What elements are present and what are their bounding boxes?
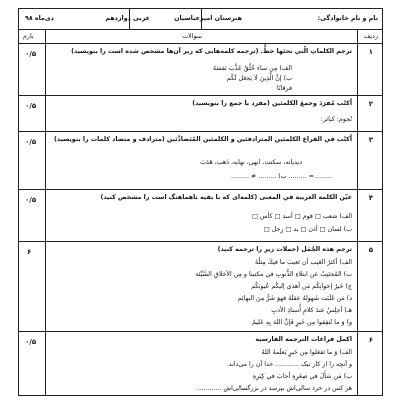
question-row-5 (19, 241, 382, 331)
header-divider (201, 9, 202, 29)
question-line: د) مَن غَلَبَت شَهوتُهُ عقلَهُ فهوَ شَرٌّ مِنَ البهائِم (237, 295, 352, 302)
table-header-row (19, 29, 382, 43)
student-name-label: نام و نام خانوادگی: (317, 15, 378, 22)
question-number: ۲ (368, 100, 373, 108)
question-row-4 (19, 189, 382, 241)
col-questions-label: سوالات (182, 33, 202, 40)
question-line: فرقانًا (276, 85, 292, 92)
checkbox-option-line[interactable]: ب) لسان □ أذن □ يد □ رِجل □ (263, 226, 352, 233)
question-row-3 (19, 131, 382, 189)
question-number: ۶ (368, 336, 373, 344)
col-row-label: ردیف (363, 33, 378, 40)
checkbox-option-line[interactable]: الف) شعب □ قوم □ أسد □ كأس □ (251, 213, 352, 220)
question-number: ۱ (368, 48, 373, 56)
question-title: اكمل فراغات الترجمة الفارسية (255, 336, 352, 343)
question-score: ۰/۵ (25, 102, 37, 110)
question-score: ۰/۵ (25, 50, 37, 58)
question-row-2 (19, 95, 382, 131)
question-line: هر کس در خرد سالی‌اش بپرسد در بزرگسالی‌اش ............ (197, 385, 352, 392)
question-title: ترجم الكلماتِ الّتي تحتَها خطٌّ. (ترجمه کلمه‌هایی که زیر آن‌ها مشخص شده است را بنویسید) (71, 48, 352, 55)
exam-date: دی‌ماه ۹۸ (25, 15, 54, 22)
question-line: و آنچه را از کار نیک ............ خدا آن را می‌داند. (226, 361, 352, 368)
question-line: هـ) أجلِسُ عندَ كلامِ أُستاذِ الأدبِ (271, 307, 352, 314)
question-line: و) وَ ما تُنفِقوا مِن خَيرٍ فَإنَّ اللهَ بِهِ عَليمٌ (251, 319, 352, 326)
question-row-1 (19, 43, 382, 95)
question-score: ۶ (27, 248, 32, 256)
question-title: اُكتُب في الفراغ الكلمتَين المترادفتَين و الكلمتَين المُتَضادَّتَين (مترادف و متضاد کلمات را بنویسید) (53, 136, 352, 143)
question-line: الف) وَ ما تَفعَلوا مِن خَيرٍ يَعلَمهُ اللهُ (261, 349, 352, 356)
question-line: ج) خَيرُ إخوانِكُم مَن أهدى إليكُم عُيوبَكُم (251, 283, 352, 290)
question-score: ۰/۵ (25, 196, 37, 204)
question-line: ب) المُجتَنِبُ عن ابتلاءِ الذُّنوبِ في مكتبنا و مِن الأخلاقِ السَّيِّئة (195, 271, 352, 278)
exam-sheet (18, 8, 383, 396)
question-score: ۰/۵ (25, 338, 37, 346)
question-title: اُكتُب مُفرَدَ وجمعَ الكلمتَين (مفرد یا جمع را بنویسید) (192, 100, 352, 107)
question-score: ۰/۵ (25, 138, 37, 146)
question-line: ب) مَن سَأَلَ في صِغَرِهِ أجابَ في كِبَرِهِ (252, 373, 352, 380)
question-row-6 (19, 331, 382, 396)
question-line: الف) أكثرُ العَيب أن تَعيبَ ما فيكَ مِثلُهُ (254, 259, 352, 266)
question-line: .........= ......... ب) ......... ≠ ......... (230, 173, 332, 180)
question-line: ب) إنَّ الَّذِينَ لَا يَجعَل لَكُم (226, 75, 292, 82)
question-title: ترجم هذه الجُمَل (جملات زیر را ترجمه کنید) (217, 246, 352, 253)
question-line: الف) مِن ساءَ خُلُقُ عَذَّبَ نَفسَهُ (212, 65, 292, 72)
school-name: هنرستان امیرعباسیان (174, 15, 242, 22)
col-score-label: بارم (23, 33, 34, 40)
subject-name: عربی دوازدهم (105, 15, 150, 22)
question-line: نُجوم: كبائر: (320, 116, 352, 123)
question-line: دیدیانه، سکتت، انهی، نهایه، ذَهب، هَدَبَ (200, 159, 302, 166)
question-number: ۴ (368, 194, 373, 202)
question-title: عيّن الكلمة الغريبة في المعنى (کلمه‌ای که با بقیه ناهماهنگ است را مشخص کنید) (100, 194, 352, 201)
question-number: ۵ (368, 246, 373, 254)
question-number: ۳ (368, 136, 373, 144)
header-divider (129, 9, 130, 29)
